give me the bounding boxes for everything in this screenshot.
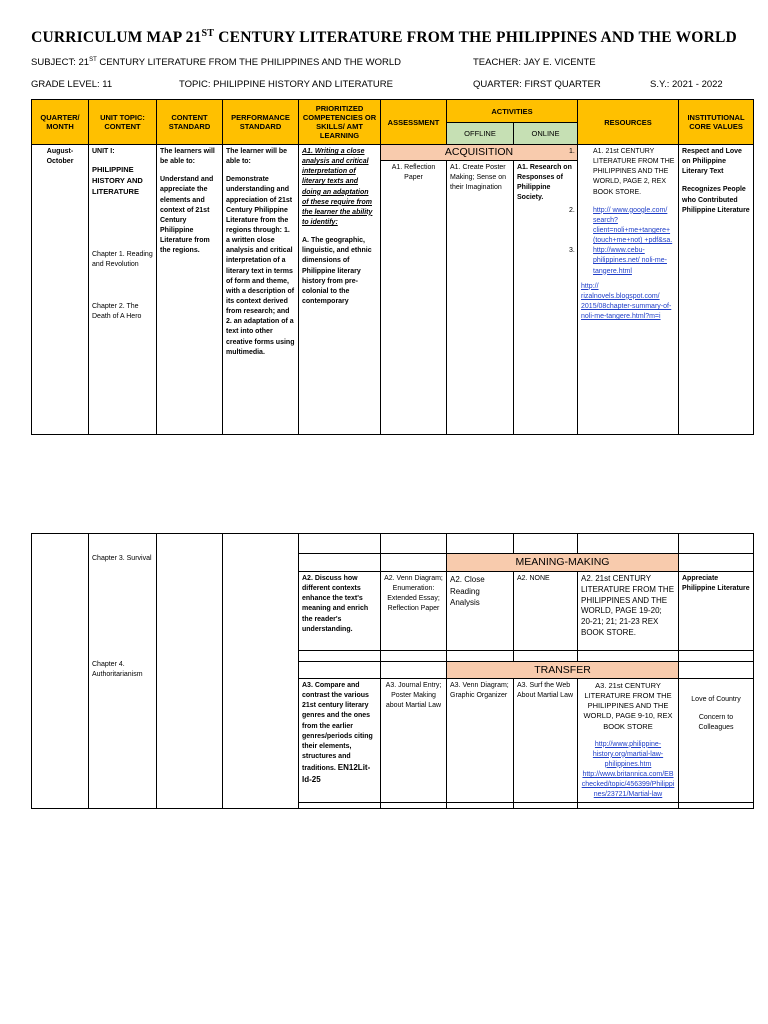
curriculum-table-acquisition bbox=[31, 99, 754, 435]
chapter-2: Chapter 2. The Death of A Hero bbox=[92, 303, 142, 321]
offline-activity-a2: A2. Close Reading Analysis bbox=[447, 572, 514, 651]
online-activity-cell: A1. Research on Responses of Philippine Society. bbox=[514, 160, 578, 434]
col-header-online: ONLINE bbox=[514, 123, 578, 145]
phase-transfer: TRANSFER bbox=[447, 662, 679, 679]
content-standard-text: Understand and appreciate the elements and context of 21st Century Philippine Literature from the regions. bbox=[160, 176, 214, 255]
performance-standard-text: Demonstrate understanding and appreciation of 21st Century Philippine Literature from the regions through: 1. a written close analysis and critical interpretation of a literary text in terms of form and theme, with a description of its context derived from research; and 2. an adaptation of a text into other creative forms using multimedia. bbox=[226, 176, 295, 356]
resources-a3: A3. 21st CENTURY LITERATURE FROM THE PHILIPPINES AND THE WORLD, PAGE 9-10, REX BOOK STORE http://www.philippine-history.org/martial-law-philippines.htm http://www.britannica.com/EBchecked/topic/456399/Philippines/23721/Martial-law bbox=[578, 679, 679, 803]
resource-3: 3. http://www.cebu-philippines.net/ noli-me-tangere.html bbox=[569, 247, 667, 275]
quarter-month-cell bbox=[32, 145, 89, 435]
core-value-2: Recognizes People who Contributed Philippine Literature bbox=[682, 186, 750, 214]
competency-code: EN12Lit-Id-25 bbox=[302, 763, 371, 785]
assessment-a3: A3. Journal Entry; Poster Making about Martial Law bbox=[381, 679, 447, 803]
resource-2: 2. http:// www.google.com/ search? client=noli+me+tangere+ (touch+me+not) +pdf&sa. bbox=[569, 206, 673, 245]
performance-standard-intro: The learner will be able to: bbox=[226, 148, 288, 166]
resource-link-google[interactable]: http:// www.google.com/ search? client=noli+me+tangere+ (touch+me+not) +pdf&sa. bbox=[593, 206, 673, 245]
resource-link-philippine-history[interactable]: http://www.philippine-history.org/martial-law-philippines.htm bbox=[592, 740, 664, 768]
unit-title: PHILIPPINE HISTORY AND LITERATURE bbox=[92, 165, 143, 196]
performance-standard-cell-2 bbox=[223, 534, 299, 809]
competencies-cell bbox=[299, 145, 381, 435]
col-header-offline: OFFLINE bbox=[447, 123, 514, 145]
online-activity-a3: A3. Surf the Web About Martial Law bbox=[514, 679, 578, 803]
col-header-unit: UNIT TOPIC: CONTENT bbox=[89, 100, 157, 145]
offline-activity-cell: A1. Create Poster Making; Sense on their Imagination bbox=[447, 160, 514, 434]
chapter-3: Chapter 3. Survival bbox=[92, 555, 152, 562]
content-standard-cell bbox=[157, 145, 223, 435]
assessment-a2: A2. Venn Diagram; Enumeration: Extended Essay; Reflection Paper bbox=[381, 572, 447, 651]
competency-a1-a: A. The geographic, linguistic, and ethnic dimensions of Philippine literary history from pre-colonial to the contemporary bbox=[302, 237, 372, 305]
curriculum-table-meaning-transfer bbox=[31, 533, 754, 809]
core-value-a2: Appreciate Philippine Literature bbox=[679, 572, 754, 651]
quarter-field: QUARTER: FIRST QUARTER bbox=[473, 79, 601, 90]
unit-topic-cell-2 bbox=[89, 534, 157, 809]
month-text: August- October bbox=[46, 148, 74, 166]
topic-field: TOPIC: PHILIPPINE HISTORY AND LITERATURE bbox=[179, 79, 393, 90]
competency-a1: A1. Writing a close analysis and critical interpretation of literary texts and doing an adaptation of these require from the learner the ability to identify: bbox=[302, 148, 373, 226]
col-header-quarter: QUARTER/ MONTH bbox=[32, 100, 89, 145]
phase-meaning-making: MEANING-MAKING bbox=[447, 554, 679, 572]
content-standard-intro: The learners will be able to: bbox=[160, 148, 215, 166]
teacher-field: TEACHER: JAY E. VICENTE bbox=[473, 57, 596, 68]
chapter-4: Chapter 4. Authoritarianism bbox=[92, 661, 143, 679]
competency-a3: A3. Compare and contrast the various 21st century literary genres and the ones from the earlier genres/periods citing their elements, structures and traditions. EN12Lit-Id-25 bbox=[299, 679, 381, 803]
assessment-cell: A1. Reflection Paper bbox=[381, 160, 447, 434]
col-header-performance-standard: PERFORMANCE STANDARD bbox=[223, 100, 299, 145]
col-header-resources: RESOURCES bbox=[578, 100, 679, 145]
chapter-1: Chapter 1. Reading and Revolution bbox=[92, 250, 153, 268]
col-header-content-standard: CONTENT STANDARD bbox=[157, 100, 223, 145]
content-standard-cell-2 bbox=[157, 534, 223, 809]
competency-a2: A2. Discuss how different contexts enhance the text's meaning and enrich the reader's understanding. bbox=[299, 572, 381, 651]
resource-link-cebu[interactable]: http://www.cebu-philippines.net/ noli-me-tangere.html bbox=[593, 247, 667, 275]
unit-label: UNIT I: bbox=[92, 148, 115, 155]
col-header-activities: ACTIVITIES bbox=[447, 100, 578, 123]
resources-a2: A2. 21st CENTURY LITERATURE FROM THE PHILIPPINES AND THE WORLD, PAGE 19-20; 20-21; 21; 21-23 REX BOOK STORE. bbox=[578, 572, 679, 651]
offline-activity-a3: A3. Venn Diagram; Graphic Organizer bbox=[447, 679, 514, 803]
document-title: CURRICULUM MAP 21ST CENTURY LITERATURE FROM THE PHILIPPINES AND THE WORLD bbox=[31, 28, 737, 47]
resource-1: 1. A1. 21st CENTURY LITERATURE FROM THE PHILIPPINES AND THE WORLD, PAGE 2, REX BOOK STORE. bbox=[569, 148, 675, 196]
quarter-month-cell-2 bbox=[32, 534, 89, 809]
resource-link-britannica[interactable]: http://www.britannica.com/EBchecked/topic/456399/Philippines/23721/Martial-law bbox=[581, 771, 675, 799]
col-header-competencies: PRIORITIZED COMPETENCIES OR SKILLS/ AMT LEARNING bbox=[299, 100, 381, 145]
resources-cell bbox=[569, 145, 679, 435]
school-year-field: S.Y.: 2021 - 2022 bbox=[650, 79, 723, 90]
online-activity-a2: A2. NONE bbox=[514, 572, 578, 651]
core-value-a3 bbox=[679, 679, 754, 803]
col-header-assessment: ASSESSMENT bbox=[381, 100, 447, 145]
col-header-core-values: INSTITUTIONAL CORE VALUES bbox=[679, 100, 754, 145]
core-value-love-country: Love of Country bbox=[691, 696, 741, 703]
resource-link-rizalnovels[interactable]: http:// rizalnovels.blogspot.com/ 2015/08chapter-summary-of-noli-me-tangere.html?m=i bbox=[581, 282, 672, 321]
unit-topic-cell bbox=[89, 145, 157, 435]
core-values-cell bbox=[679, 145, 754, 435]
core-value-1: Respect and Love on Philippine Literary Text bbox=[682, 148, 742, 176]
performance-standard-cell bbox=[223, 145, 299, 435]
core-value-concern: Concern to Colleagues bbox=[698, 714, 734, 732]
phase-acquisition: ACQUISITION bbox=[381, 145, 578, 161]
grade-field: GRADE LEVEL: 11 bbox=[31, 79, 113, 90]
subject-field: SUBJECT: 21ST CENTURY LITERATURE FROM THE PHILIPPINES AND THE WORLD bbox=[31, 57, 401, 69]
